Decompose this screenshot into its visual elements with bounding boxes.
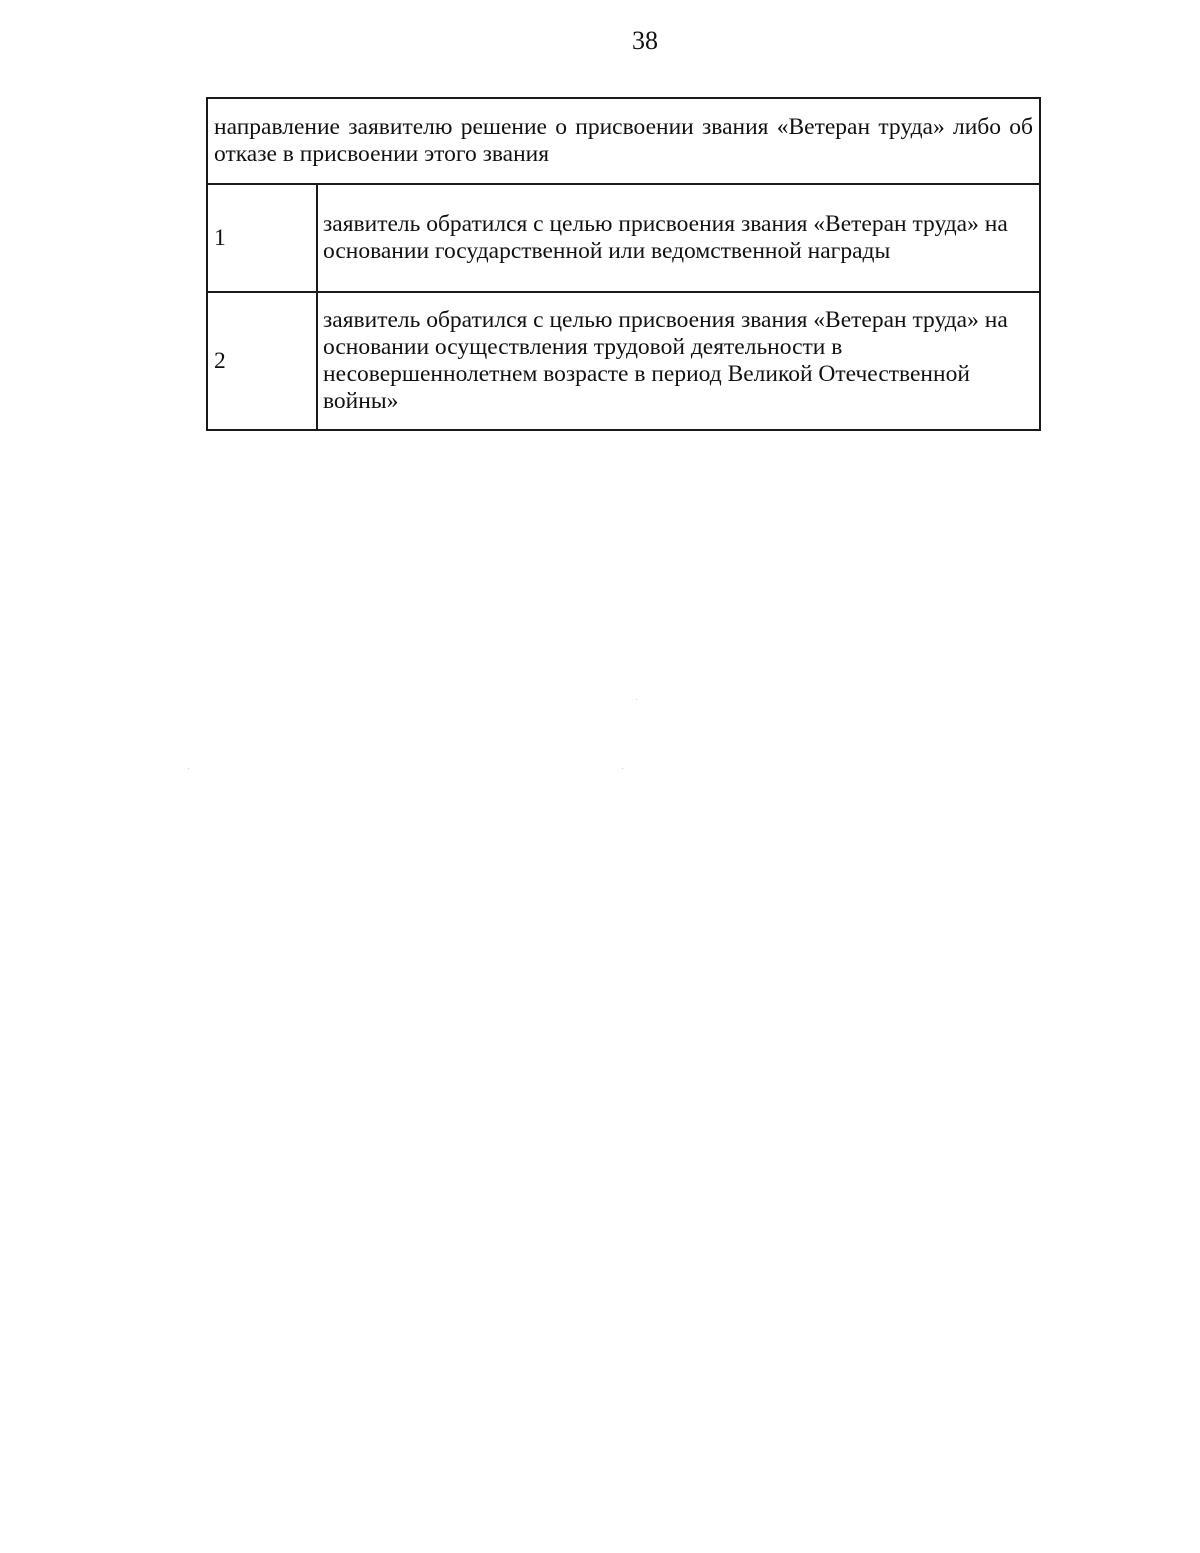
table-header-cell: направление заявителю решение о присвоении звания «Ветеран труда» либо об отказе в присвоении этого звания — [207, 98, 1040, 184]
variants-table — [206, 97, 1041, 431]
page-number: 38 — [632, 26, 658, 55]
table-row — [207, 292, 1040, 430]
row-description-cell: заявитель обратился с целью присвоения звания «Ветеран труда» на основании осуществления трудовой деятельности в несовершеннолетнем возрасте в период Великой Отечественной войны» — [317, 292, 1040, 430]
row-description-cell: заявитель обратился с целью присвоения звания «Ветеран труда» на основании государственной или ведомственной награды — [317, 184, 1040, 292]
row-number-cell: 1 — [207, 184, 317, 292]
table-row — [207, 184, 1040, 292]
scan-speck — [622, 768, 623, 769]
row-number-cell: 2 — [207, 292, 317, 430]
scan-speck — [188, 768, 189, 769]
table-header-row — [207, 98, 1040, 184]
scan-speck — [636, 699, 637, 700]
